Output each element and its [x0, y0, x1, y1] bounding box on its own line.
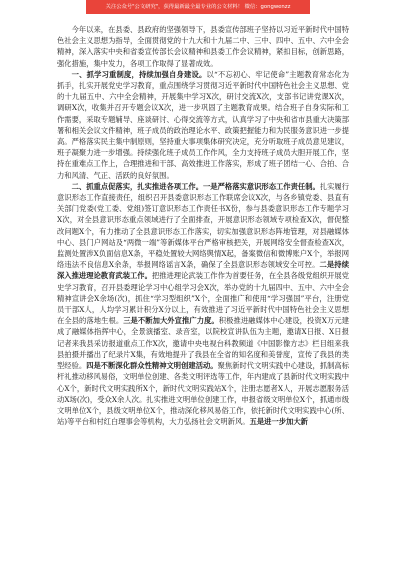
section-heading: 二、抓重点促落实，扎实推进各项工作。: [71, 181, 203, 191]
subsection-heading: 三是不断加大外宣推广力度。: [123, 316, 219, 326]
paragraph-text: 今年以来，在县委、县政府的坚强领导下，县委宣传部班子坚持以习近平新时代中国特色社会主义思想为指导，全面贯彻党的十九大和十九届二中、三中、四中、五中、六中全会精神，深入落实中央和省委宣传部长会议精神和县委工作会议精神，紧扣目标，创新思路，强化措施，集中发力，各项工作取得了显著成效。: [57, 25, 349, 68]
paragraph-text: 聚焦新时代文明实践中心建设，抓制高标杆礼推动移风易俗，文明单位创建、各类文明评选等工作，年内建成了县新时代文明实践中心X个，新时代文明实践所X个，新时代文明实践站X个，注册志愿者X人，开展志愿服务活动X场(次)，受众X余人次。扎实推进文明单位创建工作，申报省级文明单位X个，抓通市级文明单位X个，县级文明单位X个，推动深化移风易俗工作，依托新时代文明实践中心(所、站)等平台和村红白理事会等机构，大力弘扬社会文明新风。: [57, 361, 349, 427]
intro-paragraph: [57, 24, 349, 69]
subsection-heading: 五是进一步加大新: [249, 417, 308, 427]
section-1-paragraph: [57, 69, 349, 181]
paragraph-text: 积极推进融媒体中心建设，投资X万元建成了融媒体指挥中心，全景演播室、录音室，以院校宣讲队伍为主题，邀请X日报、X日报记者来我县采访报道重点工作X次，邀请中央电视台科教频道《中国影像方志》栏目组来我县拍摄并播出了纪录片X集，有效地提升了我县在全省的知名度和美誉度，宣传了我县的类型经验。: [57, 316, 349, 371]
subsection-heading: 二是持续深入推进理论教育武装工作。: [57, 260, 349, 281]
paragraph-text: 以“不忘初心、牢记使命”主题教育常态化为抓手，扎实开展党史学习教育，重点围绕学习贯彻习近平新时代中国特色社会主义思想、党的十九届五中、六中全会精神，开展集中学习X次，研讨交流X次，支部书记讲党课X次，调研X次，收集并召开专题会议X次，进一步巩固了主题教育成果。结合班子自身实际和工作需要，采取专题辅导、座谈研讨、心得交流等方式，认真学习了中央和省市县重大决策部署和相关会议文件精神，班子成员的政治理论水平、政策把握能力和为民服务意识进一步提高。严格落实民主集中制原则，坚持重大事项集体研究决定，充分听取班子成员意见建议，班子凝聚力进一步增强。持续强化班子成员工作作风，全力支持班子成员大胆开展工作，坚持在重难点工作上，合理推进和干部、高效推进工作落实，形成了班子团结一心、合拍、合力和风清、气正、活跃的良好氛围。: [57, 69, 349, 180]
subsection-heading: 四是不断深化群众性精神文明创建活动。: [86, 361, 218, 371]
document-body: [57, 24, 349, 572]
paragraph-text: 把推进理论武装工作作为首要任务，在全县各级党组织开展党史学习教育，召开县委理论学习中心组学习会X次，举办党的十九届四中、五中、六中全会精神宣讲会X余场(次)，抓住“学习型组织”X个，全面推广和使用“学习强国”平台，注册党员干部X人，人均学习累计积分X分以上，有效推进了习近平新时代中国特色社会主义思想在全县的落地生根。: [57, 271, 349, 326]
header-banner: 关注公众号"公文研究"，获得最新最全最专业的公文材料！ 微信：gongwenzz: [86, 0, 310, 14]
section-heading: 一、抓学习重制度，持续加强自身建设。: [71, 69, 207, 79]
subsection-heading: 一是严格落实意识形态工作责任制。: [203, 181, 320, 191]
paragraph-text: 扎实履行意识形态工作直接责任，组织召开县委意识形态工作联席会议X次，与各乡镇党委、县直有关部门党委(党工委、党组)签订意识形态工作责任书X份，参与县委意识形态工作专题学习X次，对全县意识形态重点领域进行了全面排查，开展意识形态领域专项检查X次，督促整改问题X个，有力推动了全县意识形态工作落实，切实加强意识形态阵地管理，对县融媒体中心、县门户网站及“两微一端”等新媒体平台严格审核把关，开展网络安全督查检查X次，监测处置涉X负面信息X条，平稳处置较大网络舆情X起，备案微信和微博账户X个，举报网络违法不良信息X余条，举报网络谣言X条，确保了全县意识形态领域安全可控。: [57, 181, 349, 270]
section-2-paragraph: [57, 181, 349, 427]
